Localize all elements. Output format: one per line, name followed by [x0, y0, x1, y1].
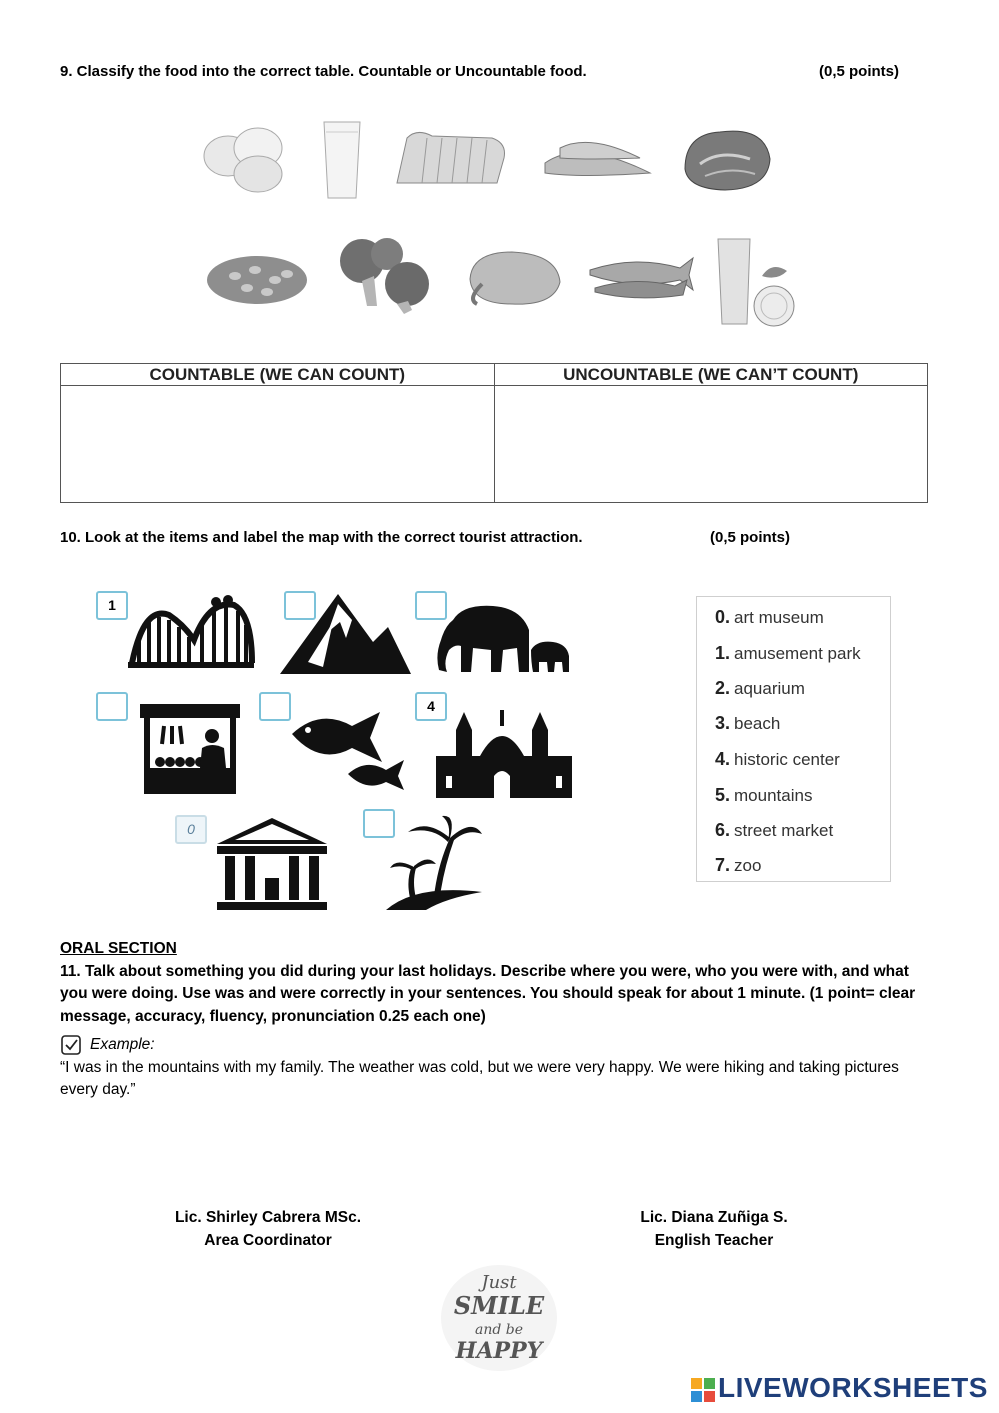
example-row	[60, 1034, 930, 1057]
milk-glass-icon	[320, 118, 365, 202]
legend-item-6: 6. street market	[715, 820, 834, 840]
uncountable-header: UNCOUNTABLE (WE CAN’T COUNT)	[494, 364, 928, 386]
answer-box-rollercoaster[interactable]: 1	[96, 591, 128, 620]
mountains-icon	[278, 592, 413, 678]
example-text: “I was in the mountains with my family. The weather was cold, but we were very happy. We were hiking and taking pictures every day.”	[60, 1058, 899, 1098]
classification-table	[60, 363, 928, 503]
beans-icon	[205, 252, 310, 307]
historic-center-icon	[436, 706, 572, 798]
legend-item-1: 1. amusement park	[715, 643, 861, 663]
signature-role: Area Coordinator	[204, 1231, 332, 1249]
oral-heading: ORAL SECTION	[60, 940, 177, 957]
answer-box-historic[interactable]: 4	[415, 692, 447, 721]
attraction-legend	[696, 596, 891, 882]
signature-teacher	[616, 1207, 812, 1252]
signature-name: Lic. Diana Zuñiga S.	[640, 1209, 788, 1226]
signature-role: English Teacher	[654, 1231, 774, 1249]
question-11-text: 11. Talk about something you did during your last holidays. Describe where you were, who you were with, and what you were doing. Use was and were correctly in your sentences. You should speak for about 1 minute. (1 point= clear message, accuracy, fluency, pronunciation 0.25 each one)	[60, 962, 916, 1025]
svg-text:and be: and be	[474, 1322, 524, 1338]
fish-aquarium-icon	[290, 708, 408, 792]
broccoli-icon	[332, 236, 437, 316]
juice-icon	[712, 236, 800, 328]
bread-icon	[392, 128, 512, 188]
art-museum-icon	[215, 816, 329, 912]
smile-stamp-logo	[438, 1262, 560, 1374]
legend-item-3: 3. beach	[715, 713, 781, 733]
elephants-icon	[433, 600, 575, 676]
signature-coordinator	[150, 1207, 386, 1252]
rollercoaster-icon	[124, 595, 258, 673]
liveworksheets-brand[interactable]: LIVEWORKSHEETS	[718, 1372, 988, 1403]
beach-palm-icon	[386, 814, 484, 912]
legend-item-7: 7. zoo	[715, 855, 762, 875]
answer-box-museum[interactable]: 0	[175, 815, 207, 844]
countable-header: COUNTABLE (WE CAN COUNT)	[61, 364, 495, 386]
answer-box-aquarium[interactable]	[259, 692, 291, 721]
question-9-points: (0,5 points)	[819, 63, 900, 80]
question-10-points: (0,5 points)	[710, 529, 791, 546]
carrots-icon	[540, 128, 655, 183]
oral-section	[60, 938, 930, 1102]
signature-name: Lic. Shirley Cabrera MSc.	[174, 1209, 362, 1226]
uncountable-drop-zone[interactable]	[494, 386, 928, 503]
legend-item-5: 5. mountains	[715, 785, 813, 805]
legend-item-2: 2. aquarium	[715, 678, 805, 698]
legend-item-0: 0. art museum	[715, 607, 824, 627]
meat-icon	[680, 124, 775, 194]
countable-drop-zone[interactable]	[61, 386, 495, 503]
chicken-icon	[462, 244, 567, 309]
svg-text:SMILE: SMILE	[453, 1291, 545, 1320]
fish-icon	[585, 250, 695, 305]
answer-box-market[interactable]	[96, 692, 128, 721]
svg-text:Just: Just	[481, 1272, 517, 1293]
question-10-title: 10. Look at the items and label the map with the correct tourist attraction.	[60, 529, 583, 546]
svg-text:HAPPY: HAPPY	[455, 1338, 543, 1364]
question-9-title: 9. Classify the food into the correct table. Countable or Uncountable food.	[60, 63, 587, 80]
legend-item-4: 4. historic center	[715, 749, 840, 769]
street-market-icon	[140, 704, 240, 796]
example-label: Example:	[90, 1036, 155, 1053]
checkbox-check-icon	[60, 1034, 82, 1056]
eggs-icon	[200, 118, 300, 198]
liveworksheets-logo-icon	[690, 1377, 716, 1403]
